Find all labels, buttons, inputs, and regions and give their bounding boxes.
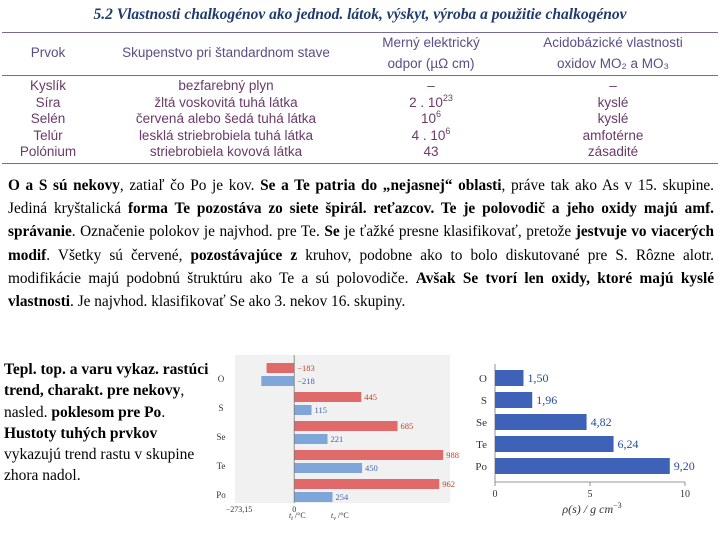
- header-state: Skupenstvo pri štandardnom stave: [122, 45, 330, 60]
- category-label: S: [480, 395, 487, 407]
- table-header-rule: [2, 75, 718, 76]
- cell-state: bezfarebný plyn: [178, 78, 274, 93]
- cell-element: Polónium: [19, 144, 77, 160]
- cell-element: Telúr: [33, 127, 63, 143]
- header-acidbase-1: Acidobázické vlastnosti: [543, 35, 683, 50]
- data-label: 962: [442, 479, 456, 489]
- para-text-12: kruhov, podobne ako to bolo diskutované pre S. Rôzne alotr. modifikácie majú podobnú štruktúru ako Te a sú polovodiče.: [8, 246, 714, 287]
- para-bold-1: O a S sú nekovy: [8, 177, 120, 194]
- category-label: Se: [476, 417, 487, 429]
- cell-acidbase: –: [609, 78, 617, 93]
- cell-acidbase: zásadité: [587, 144, 639, 160]
- data-label: 1,50: [527, 371, 549, 385]
- para-text-6: . Označenie polokov je najvhod. pre Te.: [71, 223, 325, 241]
- cell-acidbase: kyslé: [597, 94, 629, 110]
- data-label: 9,20: [673, 459, 695, 473]
- category-label: Te: [476, 439, 487, 451]
- main-paragraph: [8, 174, 714, 313]
- cell-state: žltá voskovitá tuhá látka: [154, 94, 298, 110]
- axis-label-melting-unit: /°C: [292, 511, 306, 520]
- data-label: −218: [297, 376, 315, 386]
- data-label: 254: [335, 492, 349, 502]
- bar: [294, 421, 397, 431]
- note-bold-2: poklesom pre Po: [51, 403, 162, 421]
- para-text-2: , zatiaľ čo Po je kov.: [119, 177, 261, 194]
- side-note: [4, 359, 210, 487]
- data-label: 450: [365, 463, 378, 473]
- header-resistivity-2: odpor (µΩ cm): [387, 56, 475, 71]
- x-axis-label: ρ(s) / g $cm^{-3}$: [562, 501, 622, 516]
- data-label: 445: [364, 392, 378, 402]
- data-label: 685: [400, 421, 414, 431]
- para-text-8: je ťažké presne klasifikovať, pretože: [339, 223, 576, 241]
- cell-acidbase: kyslé: [597, 111, 629, 127]
- header-acidbase-2: oxidov MO₂ a MO₃: [556, 56, 669, 71]
- melting-boiling-svg: [205, 355, 459, 522]
- data-label: −183: [297, 363, 315, 373]
- x-tick-label: 0: [492, 489, 498, 500]
- category-label: Te: [216, 461, 226, 471]
- para-bold-9: jestvuje vo viacerých modif: [8, 223, 714, 264]
- cell-element: Síra: [35, 94, 61, 110]
- bar: [294, 434, 327, 444]
- bar: [495, 436, 614, 452]
- data-label: 6,24: [617, 437, 639, 451]
- category-label: Se: [216, 432, 226, 442]
- cell-resistivity-exponent: 6: [445, 125, 451, 136]
- properties-table: [0, 30, 720, 170]
- bar: [294, 463, 362, 473]
- axis-label-boiling-unit: /°C: [335, 511, 349, 520]
- axis-label-boiling-sub: v: [333, 516, 336, 522]
- para-text-10: . Všetky sú červené,: [46, 246, 191, 264]
- para-bold-13: Avšak Se tvorí len oxidy, ktoré majú kyslé vlastnosti: [8, 269, 714, 311]
- bar: [261, 376, 294, 386]
- axis-label-boiling: $t_v$ /°C: [331, 511, 349, 522]
- bar: [495, 414, 587, 430]
- cell-resistivity: 4 . $10^6$: [411, 125, 451, 143]
- data-label: 115: [314, 405, 327, 415]
- cell-resistivity-exponent: 23: [442, 92, 453, 103]
- cell-element: Kyslík: [29, 78, 66, 93]
- data-label: 4,82: [590, 415, 612, 429]
- note-text-1: , nasled.: [4, 382, 185, 421]
- axis-zero-label: 0: [292, 505, 297, 514]
- para-text-4: , práve tak ako As v 15. skupine. Jediná kryštalická: [8, 177, 715, 218]
- x-tick-label: 10: [680, 489, 690, 500]
- density-svg: [455, 360, 720, 520]
- data-label: 1,96: [536, 393, 558, 407]
- slide-title: 5.2 Vlastnosti chalkogénov ako jednod. látok, výskyt, výroba a použitie chalkogénov: [93, 6, 627, 23]
- cell-state: červená alebo šedá tuhá látka: [135, 111, 317, 127]
- cell-resistivity: 43: [423, 144, 439, 160]
- note-text-3: vykazujú trend rastu v skupine zhora nadol.: [4, 446, 195, 485]
- bar: [294, 405, 311, 415]
- note-bold-3: Hustoty tuhých prvkov: [4, 424, 158, 442]
- data-label: 988: [446, 450, 459, 460]
- cell-resistivity: –: [427, 78, 435, 93]
- category-label: S: [218, 403, 224, 413]
- x-axis-label-exponent: −3: [613, 501, 622, 510]
- category-label: O: [479, 373, 487, 385]
- bar: [294, 392, 361, 402]
- note-bold-1: Tepl. top. a varu vykaz. rastúci trend, charakt. pre nekovy: [4, 361, 209, 400]
- para-bold-3: Se a Te patria do „nejasnej“ oblasti: [260, 177, 502, 194]
- x-tick-label: 5: [587, 489, 593, 500]
- table-bottom-rule: [2, 163, 718, 164]
- axis-label-melting: $t_t$ /°C: [289, 511, 306, 522]
- para-bold-11: pozostávajúce z: [190, 246, 298, 264]
- para-text-14: . Je najvhod. klasifikovať Se ako 3. nekov 16. skupiny.: [70, 293, 406, 311]
- density-chart: [455, 360, 720, 520]
- para-bold-7: Se: [324, 223, 340, 241]
- cell-state: lesklá striebrobiela tuhá látka: [138, 127, 314, 143]
- header-resistivity-1: Merný elektrický: [382, 35, 480, 50]
- category-label: Po: [216, 490, 226, 500]
- cell-resistivity-exponent: 6: [436, 109, 442, 120]
- cell-element: Selén: [30, 111, 66, 127]
- header-element: Prvok: [30, 45, 66, 60]
- para-bold-5: forma Te pozostáva zo siete špirál. reťazcov. Te je polovodič a jeho oxidy majú amf. správanie: [8, 200, 714, 241]
- bar: [294, 450, 443, 460]
- bar: [294, 492, 332, 502]
- cell-resistivity: $10^6$: [420, 109, 442, 127]
- cell-acidbase: amfotérne: [582, 127, 644, 143]
- axis-min-label: −273,15: [225, 505, 253, 514]
- axis-label-melting-sub: t: [291, 516, 293, 522]
- bar: [267, 363, 295, 373]
- data-label: 221: [330, 434, 344, 444]
- bar: [495, 458, 670, 474]
- bar: [495, 392, 532, 408]
- cell-resistivity: 2 . $10^{23}$: [409, 92, 453, 110]
- category-label: Po: [475, 461, 487, 473]
- bar: [294, 479, 439, 489]
- category-label: O: [217, 374, 225, 384]
- note-text-2: .: [161, 403, 166, 421]
- bar: [495, 370, 524, 386]
- cell-state: striebrobiela kovová látka: [149, 144, 303, 160]
- melting-boiling-chart: [205, 355, 459, 522]
